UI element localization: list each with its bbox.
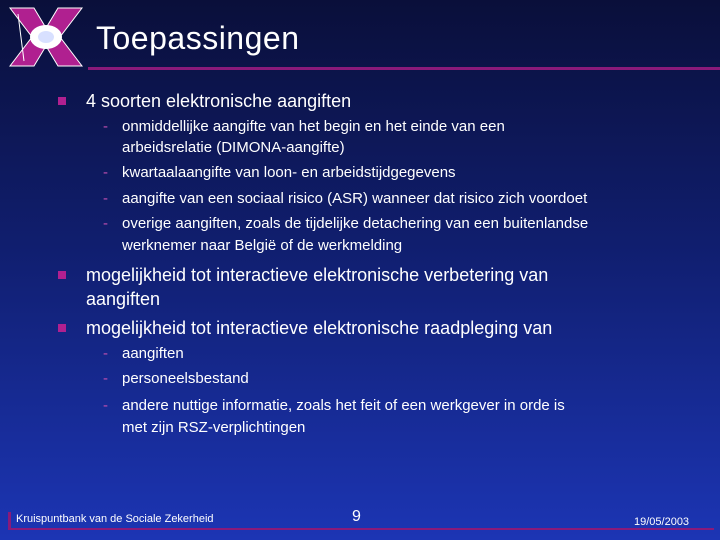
sub-bullet-text: met zijn RSZ-verplichtingen [122,419,306,436]
page-number: 9 [352,508,361,525]
bullet-text: mogelijkheid tot interactieve elektronische raadpleging van [86,318,553,338]
sub-bullet-text: aangiften [122,345,184,362]
sub-bullet-text: onmiddellijke aangifte van het begin en het einde van een [122,118,505,135]
footer-organization: Kruispuntbank van de Sociale Zekerheid [16,513,214,525]
sub-bullet-text: kwartaalaangifte van loon- en arbeidstijdgegevens [122,164,456,181]
sub-bullet-text: aangifte van een sociaal risico (ASR) wanneer dat risico zich voordoet [122,190,588,207]
sub-bullet-text: werknemer naar België of de werkmelding [122,237,403,254]
bullet-square-icon [58,97,66,105]
dash-marker: - [103,118,108,135]
footer-divider [8,528,714,530]
bullet-square-icon [58,271,66,279]
dash-marker: - [103,397,108,414]
dash-marker: - [103,190,108,207]
logo-x-icon [4,6,88,68]
slide-title: Toepassingen [96,20,300,56]
bullet-text: mogelijkheid tot interactieve elektronische verbetering van [86,265,549,285]
bullet-text: 4 soorten elektronische aangiften [86,91,352,111]
footer-date: 19/05/2003 [634,516,690,528]
sub-bullet-text: overige aangiften, zoals de tijdelijke detachering van een buitenlandse [122,215,589,232]
sub-bullet-text: personeelsbestand [122,370,249,387]
dash-marker: - [103,345,108,362]
dash-marker: - [103,215,108,232]
dash-marker: - [103,370,108,387]
bullet-square-icon [58,324,66,332]
sub-bullet-text: andere nuttige informatie, zoals het feit of een werkgever in orde is [122,397,565,414]
bullet-text: aangiften [86,289,161,309]
dash-marker: - [103,164,108,181]
sub-bullet-text: arbeidsrelatie (DIMONA-aangifte) [122,139,345,156]
title-divider [88,67,720,70]
